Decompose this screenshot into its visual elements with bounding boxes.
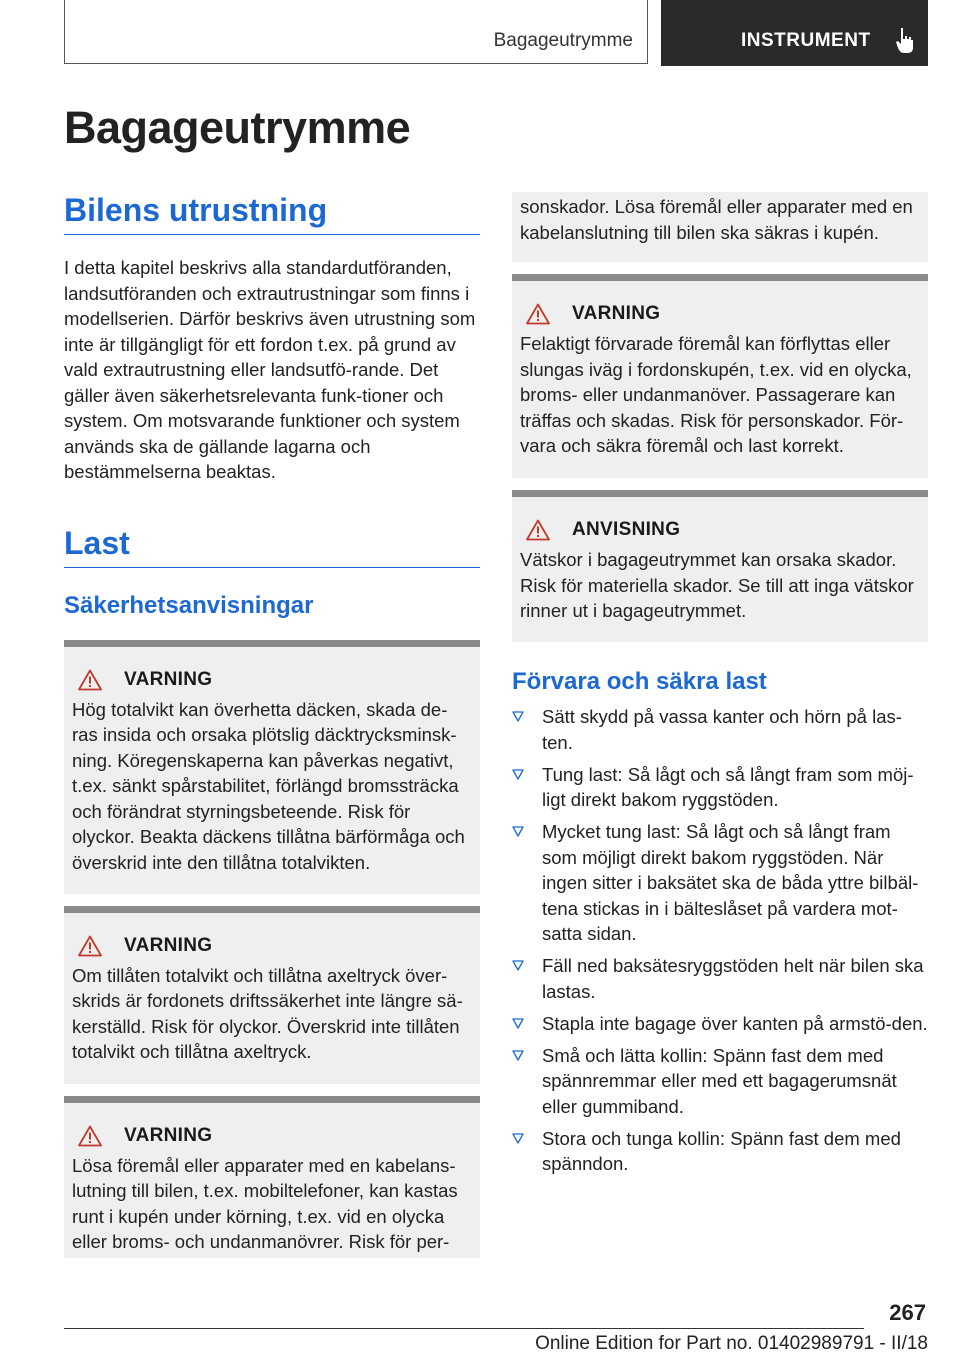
list-item <box>512 704 928 755</box>
step-text: Tung last: Så lågt och så långt fram som möj-ligt direkt bakom ryggstöden. <box>542 763 914 810</box>
triangle-bullet-icon <box>512 711 524 722</box>
warning-text: sonskador. Lösa föremål eller apparater med en kabelanslutning till bilen ska säkras i kupén. <box>520 196 913 243</box>
warning-label: VARNING <box>124 668 213 690</box>
list-item <box>512 762 928 813</box>
warning-triangle-icon <box>78 935 102 957</box>
notice-text: Vätskor i bagageutrymmet kan orsaka skador. Risk för materiella skador. Se till att inga vätskor rinner ut i bagageutrymmet. <box>520 549 914 621</box>
list-item <box>512 1011 928 1037</box>
chapter-label: INSTRUMENT <box>741 30 871 51</box>
footer-divider <box>64 1328 864 1329</box>
list-item <box>512 1043 928 1120</box>
page-number: 267 <box>889 1300 926 1325</box>
warning-text: Hög totalvikt kan överhetta däcken, skada de-ras insida och orsaka plötslig däcktrycksminsk-ning. Köregenskaperna kan påverkas negativt, t.ex. sänkt spårstabilitet, förlängd bromssträcka och förändrat styrningsbeteende. Risk för olyckor. Beakta däckens tillåtna bärförmåga och överskrid inte den tillåtna totalvikten. <box>72 698 465 873</box>
section-label: Bagageutrymme <box>493 30 633 51</box>
warning-label: VARNING <box>572 303 661 324</box>
list-item <box>512 953 928 1004</box>
triangle-bullet-icon <box>512 769 524 780</box>
right-column <box>512 192 928 1183</box>
step-text: Stora och tunga kollin: Spänn fast dem med spänndon. <box>542 1127 901 1174</box>
section-tab <box>64 0 648 64</box>
warning-label: VARNING <box>124 934 213 956</box>
warning-box-1 <box>64 640 480 894</box>
safety-heading: Säkerhetsanvisningar <box>64 591 314 619</box>
triangle-bullet-icon <box>512 1133 524 1144</box>
page-title: Bagageutrymme <box>64 102 411 153</box>
list-item <box>512 819 928 947</box>
step-text: Mycket tung last: Så lågt och så långt fram som möjligt direkt bakom ryggstöden. När ingen sitter i baksätet ska de båda yttre bilbäl-tena stickas in i bälteslåset på vardera mot-satta sidan. <box>542 821 919 944</box>
step-text: Små och lätta kollin: Spänn fast dem med spännremmar eller med ett bagagerumsnät eller gummiband. <box>542 1044 897 1117</box>
list-item <box>512 1126 928 1177</box>
edition-text: Online Edition for Part no. 01402989791 - II/18 <box>535 1333 928 1354</box>
step-text: Stapla inte bagage över kanten på armstö-den. <box>542 1012 928 1034</box>
step-text: Fäll ned baksätesryggstöden helt när bilen ska lastas. <box>542 955 924 1002</box>
notice-box <box>512 490 928 642</box>
triangle-bullet-icon <box>512 960 524 971</box>
warning-triangle-icon <box>526 303 550 325</box>
page-header <box>64 0 928 66</box>
pointing-hand-icon <box>895 26 917 54</box>
step-text: Sätt skydd på vassa kanter och hörn på las-ten. <box>542 706 902 753</box>
triangle-bullet-icon <box>512 826 524 837</box>
store-heading: Förvara och säkra last <box>512 668 767 695</box>
equipment-text: I detta kapitel beskrivs alla standardutföranden, landsutföranden och extrautrustningar som finns i modellserien. Därför beskrivs även utrustning som inte är tillgängligt för ett fordon t.ex. på grund av vald extrautrustning eller landsutfö-rande. Det gäller även säkerhetsrelevanta funk-tioner och system. Om motsvarande funktioner och system används ska de gällande lagarna och bestämmelserna beaktas. <box>64 257 476 482</box>
warning-text: Lösa föremål eller apparater med en kabelans-lutning till bilen, t.ex. mobiltelefoner, kan kastas runt i kupén under körning, t.ex. vid en olycka eller broms- och undanmanövrer. Risk för per- <box>72 1154 458 1252</box>
warning-box-4 <box>512 274 928 478</box>
warning-triangle-icon <box>78 669 102 691</box>
left-column <box>64 192 480 1258</box>
notice-label: ANVISNING <box>572 519 681 540</box>
warning-triangle-icon <box>526 519 550 541</box>
triangle-bullet-icon <box>512 1050 524 1061</box>
step-list <box>512 704 928 1177</box>
triangle-bullet-icon <box>512 1018 524 1029</box>
warning-box-3 <box>64 1096 480 1258</box>
warning-box-3-continued <box>512 192 928 262</box>
warning-box-2 <box>64 906 480 1084</box>
warning-label: VARNING <box>124 1124 213 1146</box>
warning-text: Felaktigt förvarade föremål kan förflyttas eller slungas iväg i fordonskupén, t.ex. vid en olycka, broms- eller undanmanöver. Passagerare kan träffas och skadas. Risk för personskador. För-vara och säkra föremål och last korrekt. <box>520 333 912 456</box>
equipment-heading: Bilens utrustning <box>64 192 480 235</box>
chapter-tab <box>661 0 928 66</box>
load-heading: Last <box>64 525 480 568</box>
warning-text: Om tillåten totalvikt och tillåtna axeltryck över-skrids är fordonets driftssäkerhet inte längre sä-kerställd. Risk för olyckor. Överskrid inte tillåten totalvikt och tillåtna axeltryck. <box>72 964 463 1062</box>
warning-triangle-icon <box>78 1125 102 1147</box>
